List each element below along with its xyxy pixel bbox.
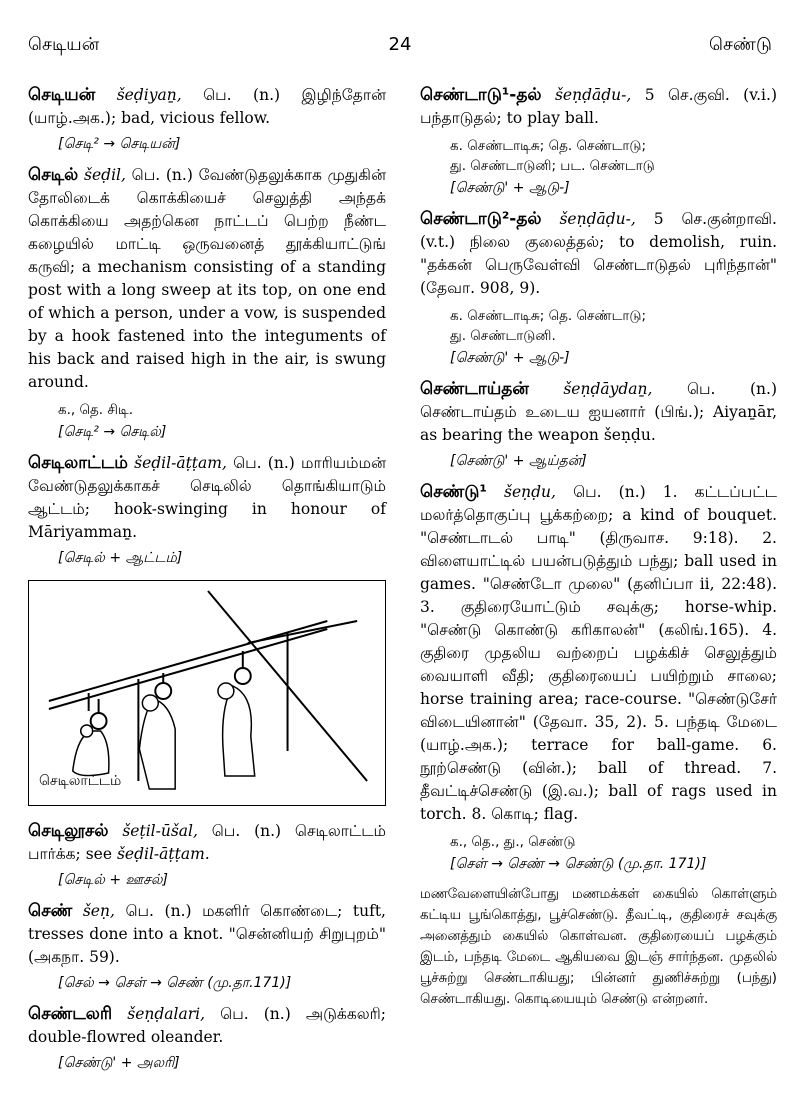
- headword: செடில்: [28, 165, 79, 185]
- entry-sen: [28, 900, 386, 969]
- cognates: க., தெ. சிடி.: [58, 402, 134, 418]
- cognates: க., தெ., து., செண்டு: [450, 834, 576, 850]
- headword: செடியன்: [28, 85, 96, 105]
- headword: செண்டாடு¹-தல்: [420, 85, 542, 105]
- entry-sendu: [420, 481, 777, 826]
- etymology: [செடில் + ஆட்டம்]: [58, 550, 183, 566]
- hook-swinging-drawing: [29, 581, 385, 805]
- transliteration: šeṇḍu,: [504, 483, 556, 501]
- figure-caption: செடிலாட்டம்: [39, 773, 122, 789]
- header-left-guideword: செடியன்: [28, 34, 100, 55]
- cognates-line: து. செண்டாடுனி; பட. செண்டாடு: [450, 158, 655, 174]
- headword: செண்டலரி: [28, 1004, 113, 1024]
- etymology: [செண்டு' + ஆடு-]: [450, 180, 570, 196]
- definition: பெ. (n.) மகளிர் கொண்டை; tuft, tresses done into a knot. "சென்னியற் சிறுபுறம்" (அகநா. 59).: [28, 902, 386, 966]
- entry-sendadu-2: [420, 208, 777, 300]
- entry-sedilattam: [28, 452, 386, 544]
- transliteration: šeṭil-ūšal,: [122, 822, 198, 840]
- transliteration: šeṇḍalari,: [127, 1005, 206, 1023]
- definition: பெ. (n.) இழிந்தோன் (யாழ்.அக.); bad, vicious fellow.: [28, 86, 386, 127]
- explanatory-note: மணவேளையின்போது மணமக்கள் கையில் கொள்ளும் கட்டிய பூங்கொத்து, பூச்செண்டு. தீவட்டி, குதிரைச் சவுக்கு அனைத்தும் கையில் கொள்வன. குதிரையைப் பழக்கும் இடம், பந்தடி மேடை ஆகியவை இடஞ் சார்ந்தன. முதலில் பூச்சுற்று செண்டாகியது; பின்னர் துணிச்சுற்று (பந்து) செண்டாகியது. கொடியையும் செண்டு என்றனர்.: [420, 887, 777, 1007]
- entry-sendaydan: [420, 378, 777, 447]
- etymology: [செல் → செள் → செண் (மு.தா.171)]: [58, 975, 292, 991]
- etymology: [செண்டு' + ஆடு-]: [450, 350, 570, 366]
- cognates-line: க. செண்டாடிசு; தெ. செண்டாடு;: [450, 308, 647, 324]
- transliteration: šeṇḍāḍu-,: [554, 86, 632, 104]
- headword: செண்டாடு²-தல்: [420, 209, 542, 229]
- transliteration: šeḍil-āṭṭam,: [134, 454, 227, 472]
- entry-sedil: [28, 164, 386, 394]
- transliteration: šeḍil,: [84, 166, 126, 184]
- etymology: [செடில் + ஊசல்]: [58, 872, 168, 888]
- definition: பெ. (n.) வேண்டுதலுக்காக முதுகின் தோலிடைக் கொக்கியைச் செலுத்தி அந்தக் கொக்கியை அதற்கென நாட்டப் பெற்ற நீண்ட கழையில் மாட்டி ஒருவனைத் தூக்கியாட்டுங் கருவி; a mechanism consisting of a standing post with a long sweep at its top, on one end of which a person, under a vow, is suspended by a hook fastened into the integuments of his back and raised high in the air, is swung around.: [28, 166, 386, 391]
- definition: பெ. (n.) மாரியம்மன் வேண்டுதலுக்காகச் செடிலில் தொங்கியாடும் ஆட்டம்; hook-swinging in honour of Māriyammaṉ.: [28, 454, 386, 541]
- definition: பெ. (n.) செண்டாய்தம் உடைய ஐயனார் (பிங்.); Aiyaṉār, as bearing the weapon šeṇḍu.: [420, 380, 777, 444]
- definition: பெ. (n.) 1. கட்டப்பட்ட மலர்த்தொகுப்பு பூக்கற்றை; a kind of bouquet. "செண்டாடல் பாடி" (திருவாச. 9:18). 2. விளையாட்டில் பயன்படுத்தும் பந்து; ball used in games. "செண்டோ முலை" (தனிப்பா ii, 22:48). 3. குதிரையோட்டும் சவுக்கு; horse-whip. "செண்டு கொண்டு கரிகாலன்" (கலிங்.165). 4. குதிரை முதலிய வற்றைப் பழக்கிச் செலுத்தும் வையாளி வீதி; குதிரையைப் பயிற்றும் சாலை; horse training area; race-course. "செண்டுசேர் விடையினான்" (தேவா. 35, 2). 5. பந்தடி மேடை (யாழ்.அக.); terrace for ball-game. 6. நூற்செண்டு (வின்.); ball of thread. 7. தீவட்டிச்செண்டு (இ.வ.); ball of rags used in torch. 8. கொடி; flag.: [420, 483, 777, 823]
- transliteration: šeḍiyaṉ,: [116, 86, 182, 104]
- cross-reference: šeḍil-āṭṭam.: [116, 845, 210, 863]
- cognates-line: க. செண்டாடிசு; தெ. செண்டாடு;: [450, 138, 647, 154]
- hook-swinging-illustration: [28, 580, 386, 806]
- definition: பெ. (n.) செடிலாட்டம் பார்க்க; see: [28, 822, 386, 863]
- headword: செண்டு¹: [420, 482, 487, 502]
- headword: செண்: [28, 901, 73, 921]
- transliteration: šeṇḍāydaṉ,: [563, 380, 653, 398]
- etymology: [செண்டு' + ஆய்தன்]: [450, 453, 587, 469]
- entry-sediyan: [28, 84, 386, 130]
- entry-sendalari: [28, 1003, 386, 1049]
- etymology: [செண்டு' + அலரி]: [58, 1055, 180, 1071]
- left-column: [28, 84, 386, 1083]
- transliteration: šeṇḍāḍu-,: [559, 210, 636, 228]
- cognates: [450, 306, 777, 346]
- page-number: 24: [388, 34, 412, 55]
- definition: 5 செ.குன்றாவி. (v.t.) நிலை குலைத்தல்; to demolish, ruin. "தக்கன் பெருவேள்வி செண்டாடுதல் புரிந்தான்" (தேவா. 908, 9).: [420, 210, 777, 297]
- etymology: [செடி² → செடியன்]: [58, 136, 181, 152]
- headword: செடிலூசல்: [28, 821, 109, 841]
- headword: செண்டாய்தன்: [420, 379, 529, 399]
- headword: செடிலாட்டம்: [28, 453, 128, 473]
- transliteration: šeṇ,: [82, 902, 115, 920]
- entry-sendadu-1: [420, 84, 777, 130]
- page-header: [28, 34, 772, 60]
- cognates-line: து. செண்டாடுனி.: [450, 328, 556, 344]
- right-column: [420, 84, 777, 1010]
- definition: பெ. (n.) அடுக்கலரி; double-flowred oleander.: [28, 1005, 386, 1046]
- etymology: [செடி² → செடில்]: [58, 424, 167, 440]
- header-right-guideword: செண்டு: [709, 34, 772, 55]
- definition: 5 செ.குவி. (v.i.) பந்தாடுதல்; to play ball.: [420, 86, 777, 127]
- etymology: [செள் → செண் → செண்டு (மு.தா. 171)]: [450, 856, 707, 872]
- entry-sedilusal: [28, 820, 386, 866]
- cognates: [450, 136, 777, 176]
